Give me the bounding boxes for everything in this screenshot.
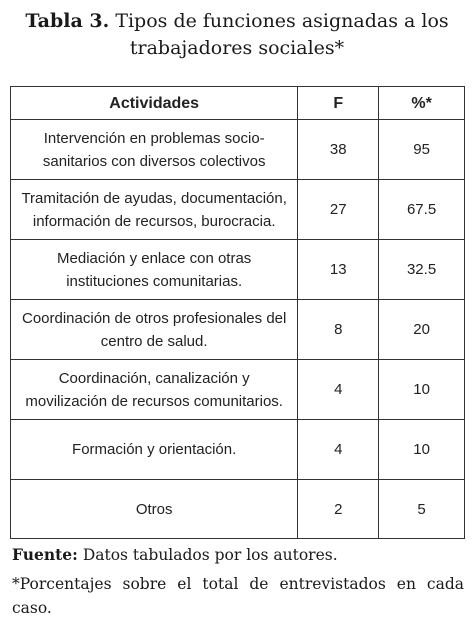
- frequency-cell: 13: [298, 240, 379, 300]
- table-row: [11, 420, 465, 480]
- percent-cell: 95: [379, 120, 465, 180]
- frequency-cell: 4: [298, 360, 379, 420]
- percent-cell: 5: [379, 480, 465, 539]
- functions-table: [10, 86, 465, 539]
- percent-cell: 20: [379, 300, 465, 360]
- activity-cell: Coordinación, canalización y movilización de recursos comunitarios.: [11, 360, 298, 420]
- table-title: [0, 8, 474, 62]
- source-note: [12, 543, 464, 567]
- footnote: *Porcentajes sobre el total de entrevistados en cada caso.: [12, 575, 464, 617]
- header-activities: Actividades: [11, 87, 298, 120]
- table-number: Tabla 3.: [25, 10, 110, 32]
- frequency-cell: 38: [298, 120, 379, 180]
- percent-cell: 67.5: [379, 180, 465, 240]
- percent-cell: 10: [379, 360, 465, 420]
- table-row: [11, 120, 465, 180]
- activity-cell: Mediación y enlace con otras instituciones comunitarias.: [11, 240, 298, 300]
- table-caption: Tipos de funciones asignadas a los trabajadores sociales*: [115, 10, 449, 59]
- frequency-cell: 4: [298, 420, 379, 480]
- header-frequency: F: [298, 87, 379, 120]
- table-row: [11, 240, 465, 300]
- header-row: [11, 87, 465, 120]
- activity-cell: Intervención en problemas socio-sanitarios con diversos colectivos: [11, 120, 298, 180]
- table-row: [11, 360, 465, 420]
- source-text: Datos tabulados por los autores.: [82, 546, 338, 564]
- header-percent: %*: [379, 87, 465, 120]
- percent-cell: 32.5: [379, 240, 465, 300]
- activity-cell: Coordinación de otros profesionales del centro de salud.: [11, 300, 298, 360]
- source-label: Fuente:: [12, 545, 78, 564]
- percent-cell: 10: [379, 420, 465, 480]
- frequency-cell: 27: [298, 180, 379, 240]
- table-row: [11, 180, 465, 240]
- frequency-cell: 8: [298, 300, 379, 360]
- table-row: [11, 300, 465, 360]
- activity-cell: Otros: [11, 480, 298, 539]
- frequency-cell: 2: [298, 480, 379, 539]
- activity-cell: Tramitación de ayudas, documentación, información de recursos, burocracia.: [11, 180, 298, 240]
- table-row: [11, 480, 465, 539]
- activity-cell: Formación y orientación.: [11, 420, 298, 480]
